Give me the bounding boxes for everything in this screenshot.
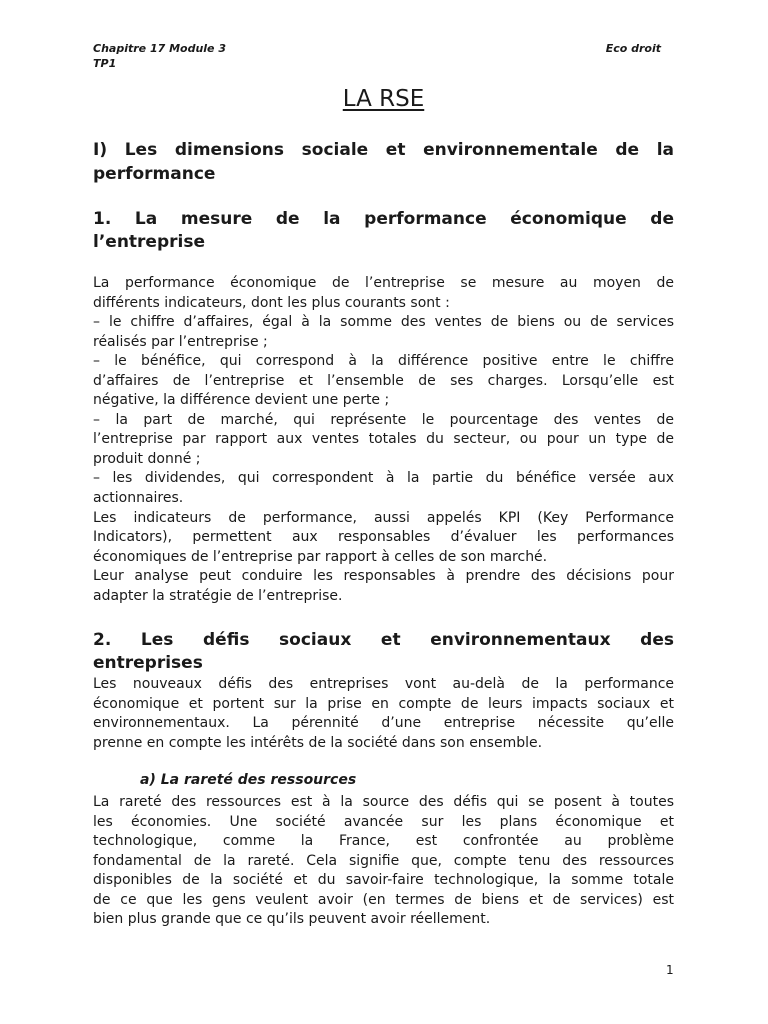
subsection-1-heading (93, 208, 674, 254)
paragraph-line: Les indicateurs de performance, aussi appelés KPI (Key Performance (93, 509, 674, 526)
paragraph-line: – le bénéfice, qui correspond à la différence positive entre le chiffre (93, 353, 674, 370)
document-title-wrap (93, 86, 674, 112)
subsection-2-heading-line-2: entreprises (93, 653, 203, 673)
subsection-2a-heading: a) La rareté des ressources (140, 772, 357, 788)
paragraph-line: différents indicateurs, dont les plus courants sont : (93, 294, 450, 311)
subsection-2a-paragraph (93, 793, 674, 930)
subsection-2-paragraph (93, 675, 674, 753)
paragraph-line: disponibles de la société et du savoir-faire technologique, la somme totale (93, 872, 674, 889)
paragraph-line: – la part de marché, qui représente le pourcentage des ventes de (93, 411, 674, 428)
paragraph-line: les économies. Une société avancée sur les plans économique et (93, 813, 674, 830)
page-content (93, 0, 674, 1024)
tp-label: TP1 (93, 57, 117, 70)
paragraph-line: – les dividendes, qui correspondent à la partie du bénéfice versée aux (93, 470, 674, 487)
subsection-1-heading-line-2: l’entreprise (93, 232, 205, 252)
header-left (93, 41, 226, 71)
section-heading-line-2: performance (93, 164, 216, 184)
chapter-label: Chapitre 17 Module 3 (93, 42, 227, 55)
page-number: 1 (666, 963, 674, 977)
paragraph-line: économique et portent sur la prise en compte de leurs impacts sociaux et (93, 695, 674, 712)
paragraph-line: négative, la différence devient une perte ; (93, 392, 390, 409)
paragraph-line: La rareté des ressources est à la source des défis qui se posent à toutes (93, 794, 674, 810)
section-heading (93, 138, 674, 186)
subject-label: Eco droit (605, 42, 661, 55)
paragraph-line: bien plus grande que ce qu’ils peuvent avoir réellement. (93, 911, 491, 928)
paragraph-line: Les nouveaux défis des entreprises vont au-delà de la performance (93, 676, 674, 692)
subsection-1-heading-line-1: 1. La mesure de la performance économique de (93, 209, 674, 229)
paragraph-line: prenne en compte les intérêts de la société dans son ensemble. (93, 734, 543, 751)
paragraph-line: de ce que les gens veulent avoir (en termes de biens et de services) est (93, 891, 674, 908)
paragraph-line: actionnaires. (93, 490, 184, 507)
subsection-2-heading-line-1: 2. Les défis sociaux et environnementaux des (93, 630, 674, 650)
paragraph-line: adapter la stratégie de l’entreprise. (93, 587, 343, 604)
paragraph-line: fondamental de la rareté. Cela signifie que, compte tenu des ressources (93, 852, 674, 869)
paragraph-line: d’affaires de l’entreprise et l’ensemble de ses charges. Lorsqu’elle est (93, 372, 674, 389)
paragraph-line: technologique, comme la France, est confrontée au problème (93, 833, 674, 850)
section-heading-line-1: I) Les dimensions sociale et environnementale de la (93, 140, 674, 160)
paragraph-line: – le chiffre d’affaires, égal à la somme des ventes de biens ou de services (93, 314, 674, 331)
paragraph-line: produit donné ; (93, 450, 201, 467)
paragraph-line: Leur analyse peut conduire les responsables à prendre des décisions pour (93, 568, 674, 585)
subsection-1-paragraph (93, 274, 674, 606)
paragraph-line: La performance économique de l’entreprise se mesure au moyen de (93, 275, 674, 291)
paragraph-line: économiques de l’entreprise par rapport à celles de son marché. (93, 548, 548, 565)
paragraph-line: réalisés par l’entreprise ; (93, 333, 268, 350)
document-title: LA RSE (342, 86, 425, 112)
paragraph-line: l’entreprise par rapport aux ventes totales du secteur, ou pour un type de (93, 431, 674, 448)
subsection-2-heading (93, 629, 674, 675)
paragraph-line: Indicators), permettent aux responsables d’évaluer les performances (93, 529, 674, 546)
paragraph-line: environnementaux. La pérennité d’une entreprise nécessite qu’elle (93, 715, 674, 732)
